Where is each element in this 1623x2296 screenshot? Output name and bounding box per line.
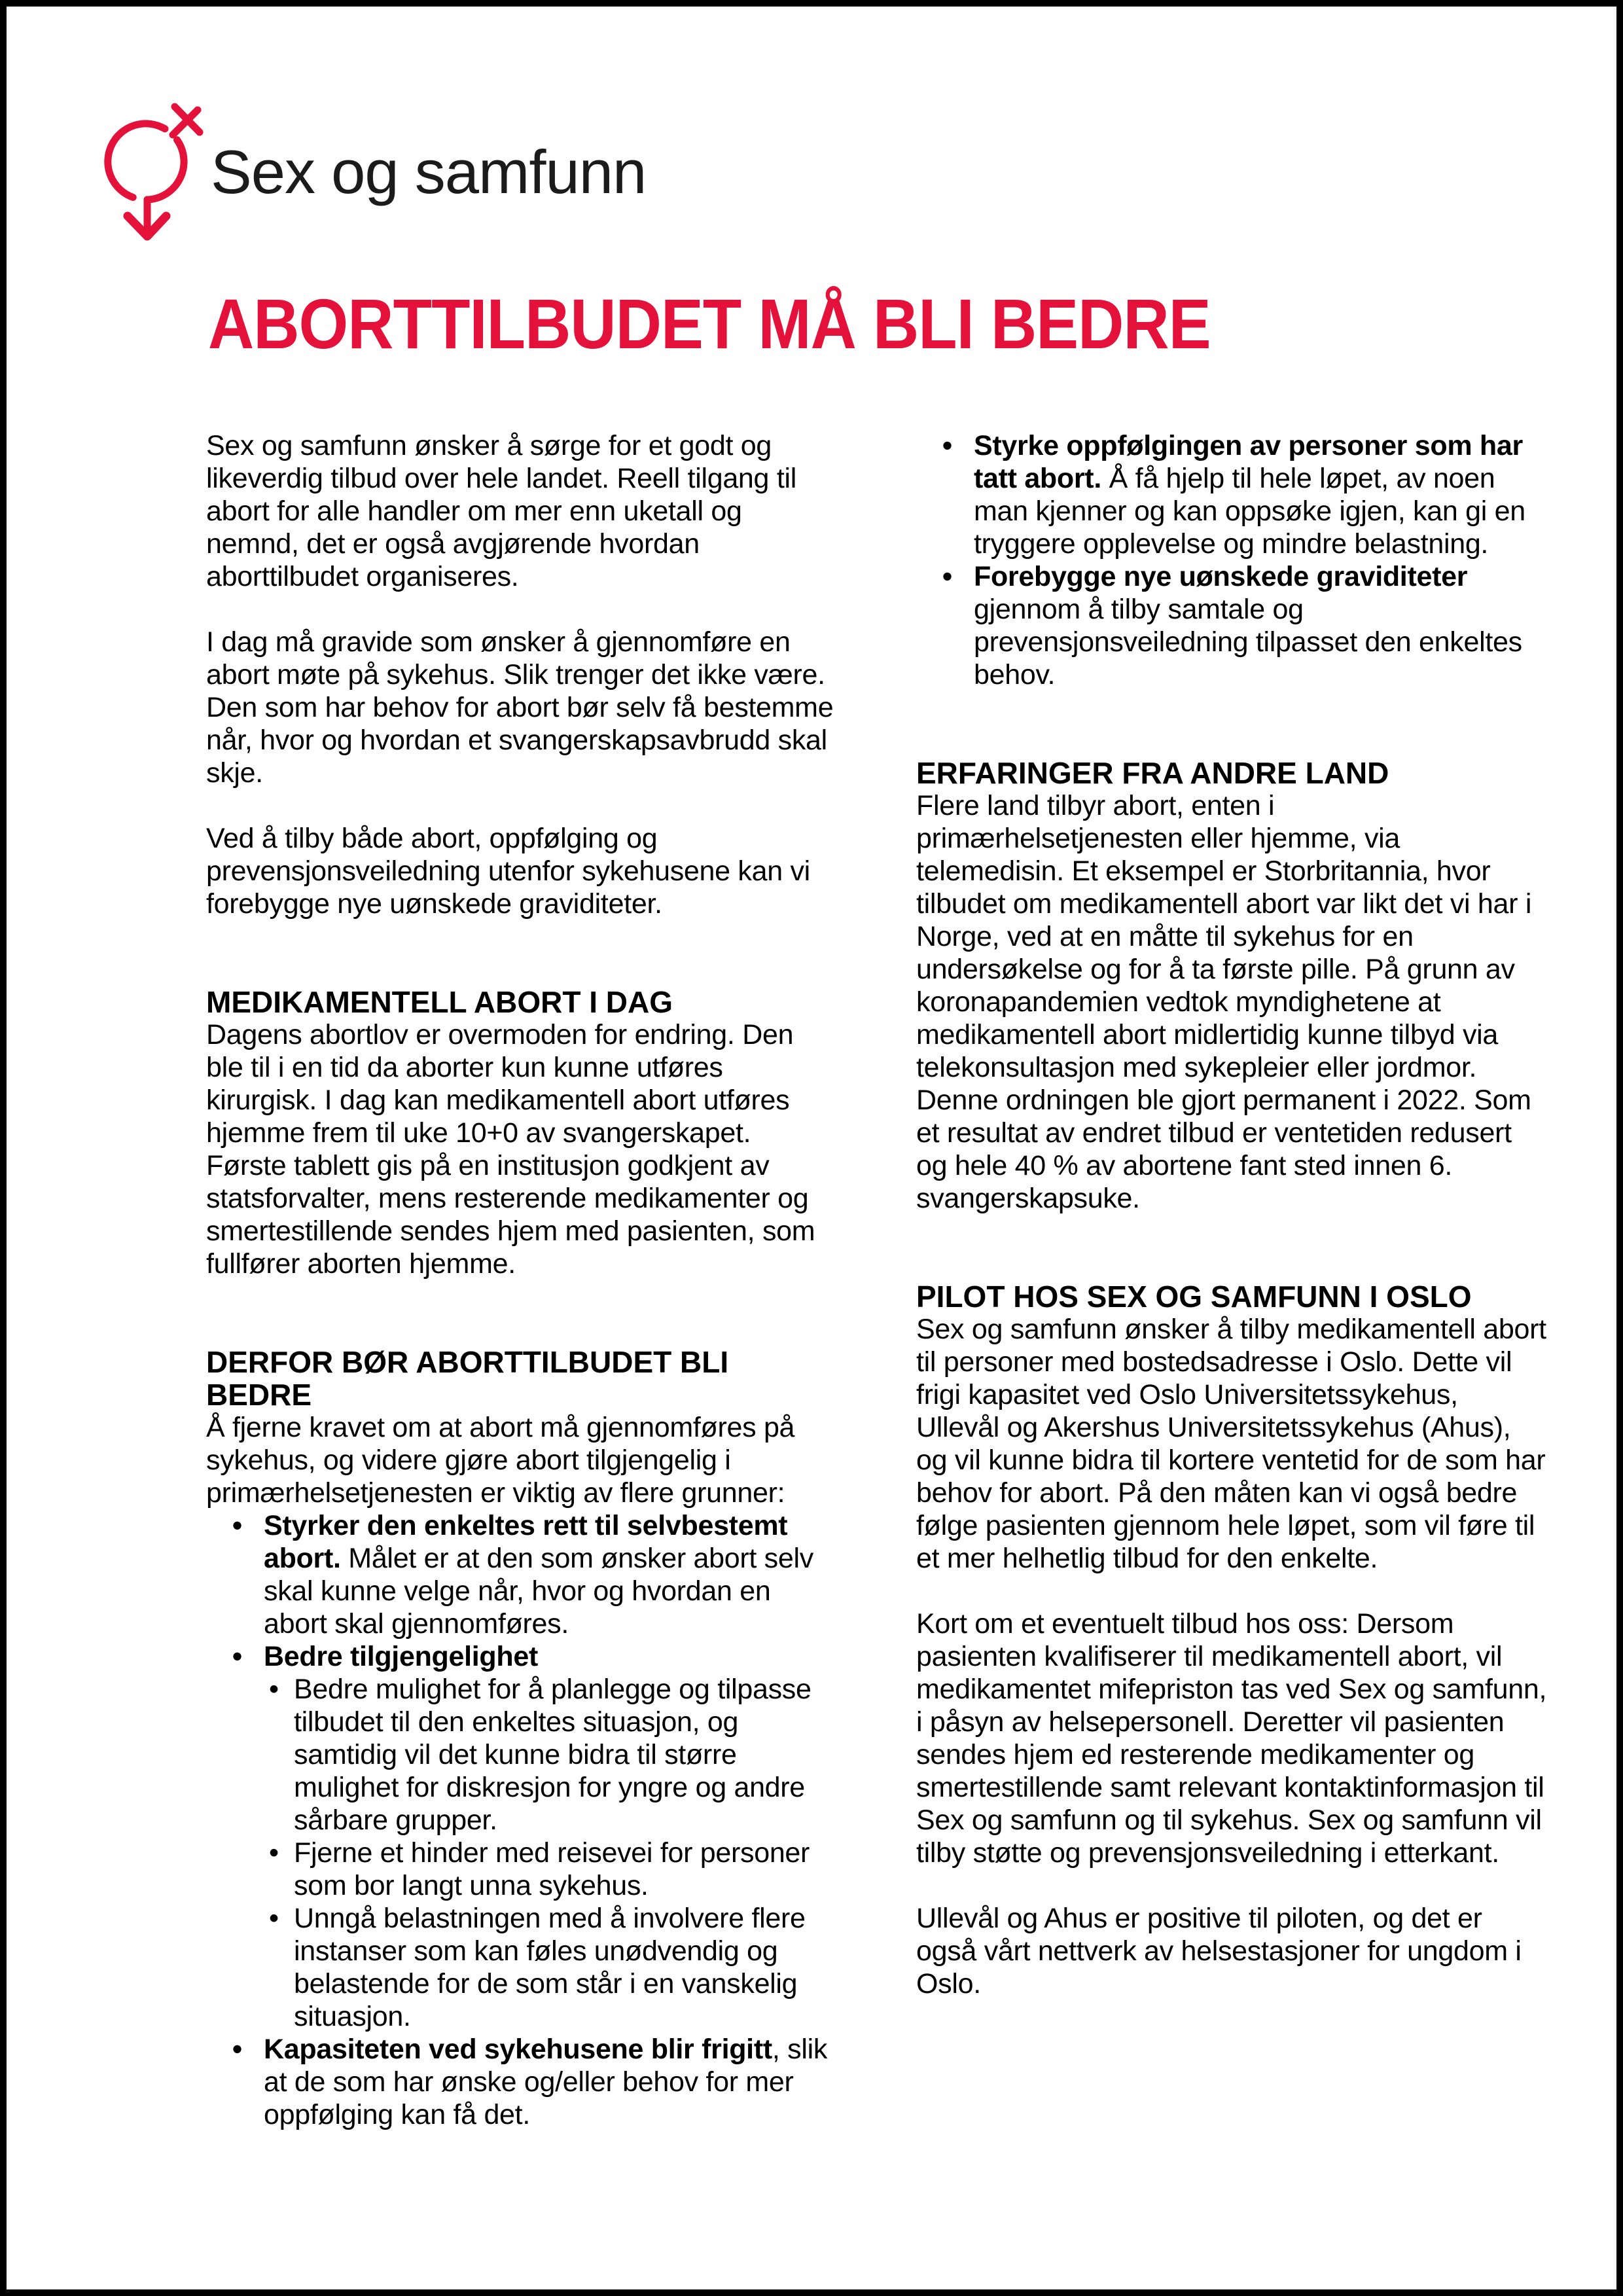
intro-paragraph: I dag må gravide som ønsker å gjennomføre en abort møte på sykehus. Slik trenger det ikke være. Den som har behov for abort bør selv få bestemme når, hvor og hvordan et svangerskapsavbrudd skal skje. [206, 626, 834, 789]
list-item [916, 429, 1548, 560]
list-item-text: Målet er at den som ønsker abort selv skal kunne velge når, hvor og hvordan en abort skal gjennomføres. [264, 1543, 813, 1640]
section-heading-erfaringer: ERFARINGER FRA ANDRE LAND [916, 756, 1389, 790]
section-heading-medikamentell-abort: MEDIKAMENTELL ABORT I DAG [206, 985, 673, 1019]
right-column [916, 429, 1548, 2033]
list-item-lead: Styrke oppfølgingen av personer som har tatt abort. [974, 430, 1523, 494]
list-item-lead: Styrker den enkeltes rett til selvbestemt abort. [264, 1510, 788, 1574]
logo-circle-arc-1 [108, 124, 165, 198]
list-item [916, 560, 1548, 691]
logo-wordmark: Sex og samfunn [211, 137, 647, 206]
list-item [206, 1640, 838, 2033]
sub-list [264, 1673, 838, 2033]
logo-circle-arc-2 [147, 140, 184, 200]
list-item-text: gjennom å tilby samtale og prevensjonsveiledning tilpasset den enkeltes behov. [974, 594, 1522, 691]
section-paragraph: Kort om et eventuelt tilbud hos oss: Dersom pasienten kvalifiserer til medikamentell abort, vil medikamentet mifepriston tas ved Sex og samfunn, i påsyn av helsepersonell. Deretter vil pasienten sendes hjem ed resterende medikamenter og smertestillende samt relevant kontaktinformasjon til Sex og samfunn og til sykehus. Sex og samfunn vil tilby støtte og prevensjonsveiledning i etterkant. [916, 1608, 1547, 1869]
list-item [206, 2033, 838, 2131]
section-intro: Å fjerne kravet om at abort må gjennomføres på sykehus, og videre gjøre abort tilgjengelig i primærhelsetjenesten er viktig av flere grunner: [206, 1412, 795, 1509]
section-heading-pilot: PILOT HOS SEX OG SAMFUNN I OSLO [916, 1280, 1472, 1314]
sub-list-item: • Unngå belastningen med å involvere flere instanser som kan føles unødvendig og belastende for de som står i en vanskelig situasjon. [264, 1902, 838, 2033]
reasons-list [206, 1509, 838, 2131]
section-paragraph: Flere land tilbyr abort, enten i primærhelsetjenesten eller hjemme, via telemedisin. Et eksempel er Storbritannia, hvor tilbudet om medikamentell abort var likt det vi har i Norge, ved at en måtte til sykehus for en undersøkelse og for å ta første pille. På grunn av koronapandemien vedtok myndighetene at medikamentell abort midlertidig kunne tilbyd via telekonsultasjon med sykepleier eller jordmor. Denne ordningen ble gjort permanent i 2022. Som et resultat av endret tilbud er ventetiden redusert og hele 40 % av abortene fant sted innen 6. svangerskapsuke. [916, 790, 1532, 1214]
section-paragraph: Dagens abortlov er overmoden for endring. Den ble til i en tid da aborter kun kunne utføres kirurgisk. I dag kan medikamentell abort utføres hjemme frem til uke 10+0 av svangerskapet. Første tablett gis på en institusjon godkjent av statsforvalter, mens resterende medikamenter og smertestillende sendes hjem med pasienten, som fullfører aborten hjemme. [206, 1019, 815, 1280]
section-paragraph: Ullevål og Ahus er positive til piloten, og det er også vårt nettverk av helsestasjoner for ungdom i Oslo. [916, 1903, 1522, 2000]
list-item-lead: Kapasiteten ved sykehusene blir frigitt [264, 2034, 772, 2065]
list-item [206, 1509, 838, 1640]
section-heading-derfor-bor: DERFOR BØR ABORTTILBUDET BLI BEDRE [206, 1345, 729, 1412]
sub-list-item: • Bedre mulighet for å planlegge og tilpasse tilbudet til den enkeltes situasjon, og samtidig vil det kunne bidra til større mulighet for diskresjon for yngre og andre sårbare grupper. [264, 1673, 838, 1837]
list-item-lead: Forebygge nye uønskede graviditeter [974, 561, 1468, 592]
sub-list-item: • Fjerne et hinder med reisevei for personer som bor langt unna sykehus. [264, 1837, 838, 1902]
intro-paragraph: Ved å tilby både abort, oppfølging og prevensjonsveiledning utenfor sykehusene kan vi forebygge nye uønskede graviditeter. [206, 823, 810, 920]
section-paragraph: Sex og samfunn ønsker å tilby medikamentell abort til personer med bostedsadresse i Oslo. Dette vil frigi kapasitet ved Oslo Universitetssykehus, Ullevål og Akershus Universitetssykehus (Ahus), og vil kunne bidra til kortere ventetid for de som har behov for abort. På den måten kan vi også bedre følge pasienten gjennom hele løpet, som vil føre til et mer helhetlig tilbud for den enkelte. [916, 1314, 1546, 1574]
reasons-list-continued [916, 429, 1548, 691]
page-title [208, 284, 1322, 363]
list-item-text: , slik at de som har ønske og/eller behov for mer oppfølging kan få det. [264, 2034, 828, 2130]
list-item-lead: Bedre tilgjengelighet [264, 1641, 538, 1672]
left-column [206, 429, 838, 2164]
page-title-text: ABORTTILBUDET MÅ BLI BEDRE [208, 284, 1211, 363]
list-item-text: Å få hjelp til hele løpet, av noen man kjenner og kan oppsøke igjen, kan gi en tryggere opplevelse og mindre belastning. [974, 463, 1525, 560]
intro-paragraph: Sex og samfunn ønsker å sørge for et godt og likeverdig tilbud over hele landet. Reell tilgang til abort for alle handler om mer enn uketall og nemnd, det er også avgjørende hvordan aborttilbudet organiseres. [206, 430, 796, 592]
